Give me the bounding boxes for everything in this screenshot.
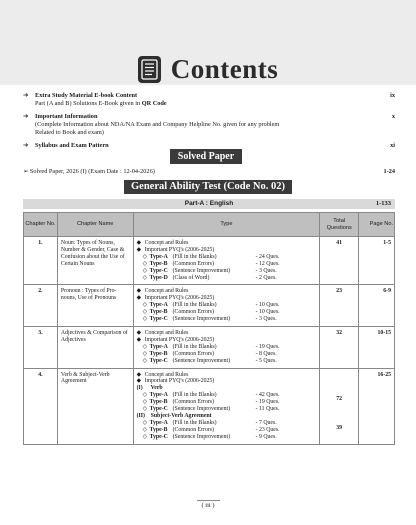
diamond-icon: ◇	[142, 274, 148, 281]
type-desc: (Fill in the Blanks)	[172, 302, 217, 309]
type-count: - 3 Ques.	[255, 267, 277, 274]
type-name: Type-A	[149, 419, 168, 426]
type-count: - 5 Ques.	[255, 357, 277, 364]
bullet-icon: ◆	[136, 329, 142, 336]
table-row	[24, 326, 395, 368]
type-desc: (Fill in the Blanks)	[172, 419, 217, 426]
type-count: - 24 Ques.	[255, 253, 280, 260]
diamond-icon: ◇	[142, 343, 148, 350]
question-type-line	[137, 392, 317, 399]
type-desc: (Class of Word)	[172, 274, 210, 281]
diamond-icon: ◇	[142, 357, 148, 364]
type-count: - 10 Ques.	[255, 309, 280, 316]
type-count: - 23 Ques.	[255, 426, 280, 433]
bullet-line	[137, 295, 317, 302]
intro-page: ix	[390, 92, 395, 99]
type-name: Type-A	[149, 392, 168, 399]
type-name: Type-D	[149, 274, 168, 281]
bullet-line	[137, 378, 317, 385]
intro-line: Related to Book and exam)	[35, 129, 104, 136]
intro-title: Important Information	[35, 113, 98, 120]
type-name: Type-C	[149, 316, 168, 323]
type-count: - 3 Ques.	[255, 316, 277, 323]
bullet-text: Important PYQ's (2006-2025)	[144, 246, 215, 253]
bullet-text: Important PYQ's (2006-2025)	[144, 295, 215, 302]
type-name: Type-B	[149, 309, 168, 316]
diamond-icon: ◇	[142, 433, 148, 440]
total-questions: 41	[320, 237, 359, 285]
type-desc: (Common Errors)	[172, 260, 214, 267]
bullet-line	[137, 337, 317, 344]
type-desc: (Sentence Improvement)	[172, 267, 231, 274]
type-desc: (Common Errors)	[172, 350, 214, 357]
diamond-icon: ◇	[142, 419, 148, 426]
question-type-line	[137, 268, 317, 275]
question-type-line	[137, 420, 317, 427]
intro-title: Syllabus and Exam Pattern	[35, 142, 109, 149]
type-desc: (Sentence Improvement)	[172, 406, 231, 413]
intro-list	[23, 92, 395, 150]
gat-heading: General Ability Test (Code No. 02)	[124, 180, 292, 194]
table-row	[24, 368, 395, 444]
question-type-line	[137, 344, 317, 351]
type-name: Type-C	[149, 433, 168, 440]
page-no: 1-5	[359, 237, 395, 285]
type-desc: (Fill in the Blanks)	[172, 343, 217, 350]
type-name: Type-C	[149, 406, 168, 413]
diamond-icon: ◇	[142, 406, 148, 413]
intro-title: Extra Study Material E-book Content	[35, 92, 138, 99]
bullet-text: Concept and Rules	[144, 288, 189, 295]
header-chapter-no: Chapter No.	[24, 213, 58, 237]
type-count: - 19 Ques.	[255, 343, 280, 350]
bullet-icon: ◆	[136, 336, 142, 343]
bullet-line	[137, 240, 317, 247]
footer-page-number: ( iii )	[197, 500, 220, 509]
bullet-icon: ◆	[136, 246, 142, 253]
type-name: Type-B	[149, 426, 168, 433]
type-count: - 11 Ques.	[255, 406, 280, 413]
question-type-line	[137, 358, 317, 365]
total-questions: 23	[320, 285, 359, 327]
section-title: Verb	[150, 385, 163, 392]
question-type-line	[137, 427, 317, 434]
bullet-icon: ◆	[136, 371, 142, 378]
type-desc: (Fill in the Blanks)	[172, 392, 217, 399]
section-roman: (I)	[136, 385, 143, 392]
total-questions	[320, 368, 359, 444]
chapter-no: 4.	[24, 368, 58, 444]
type-name: Type-C	[149, 357, 168, 364]
type-count: - 42 Ques.	[255, 392, 280, 399]
bullet-text: Concept and Rules	[144, 371, 189, 378]
page-no: 16-25	[359, 368, 395, 444]
intro-page: xi	[390, 142, 395, 149]
solved-paper-entry	[23, 168, 395, 175]
chapter-name: Verb & Subject-Verb Agreement	[57, 368, 133, 444]
question-type-line	[137, 261, 317, 268]
intro-line: Part (A and B) Solutions E-Book given in QR Code	[35, 100, 167, 107]
part-a-bar	[23, 199, 395, 209]
section-total: 39	[336, 425, 343, 432]
intro-page: x	[391, 113, 395, 120]
question-type-line	[137, 302, 317, 309]
solved-paper-page: 1-24	[383, 168, 395, 175]
page-no: 10-15	[359, 326, 395, 368]
question-type-line	[137, 275, 317, 282]
type-name: Type-A	[149, 253, 168, 260]
question-type-line	[137, 351, 317, 358]
type-cell	[133, 368, 320, 444]
table-row	[24, 285, 395, 327]
diamond-icon: ◇	[142, 392, 148, 399]
type-count: - 12 Ques.	[255, 260, 280, 267]
type-desc: (Sentence Improvement)	[172, 433, 231, 440]
diamond-icon: ◇	[142, 309, 148, 316]
intro-item	[23, 113, 395, 137]
tri-icon: ➢	[23, 168, 29, 175]
type-desc: (Common Errors)	[172, 399, 214, 406]
chapter-no: 2.	[24, 285, 58, 327]
chapter-name: Pronoun : Types of Pro-nouns, Use of Pronouns	[57, 285, 133, 327]
page-no: 6-9	[359, 285, 395, 327]
diamond-icon: ◇	[142, 426, 148, 433]
section-roman: (II)	[136, 412, 145, 419]
total-questions: 32	[320, 326, 359, 368]
book-icon	[138, 56, 161, 83]
arrow-icon: ➔	[23, 113, 29, 120]
bullet-text: Concept and Rules	[144, 240, 189, 246]
bullet-text: Concept and Rules	[144, 329, 189, 336]
diamond-icon: ◇	[142, 267, 148, 274]
type-count: - 8 Ques.	[255, 350, 277, 357]
type-cell	[133, 326, 320, 368]
header-chapter-name: Chapter Name	[57, 213, 133, 237]
bullet-text: Important PYQ's (2006-2025)	[144, 378, 215, 385]
type-desc: (Sentence Improvement)	[172, 316, 231, 323]
type-name: Type-A	[149, 343, 168, 350]
diamond-icon: ◇	[142, 350, 148, 357]
contents-heading	[0, 54, 416, 85]
arrow-icon: ➔	[23, 92, 29, 99]
bullet-icon: ◆	[136, 240, 142, 246]
type-name: Type-B	[149, 260, 168, 267]
part-a-label: Part-A : English	[184, 200, 234, 207]
bullet-text: Important PYQ's (2006-2025)	[144, 336, 215, 343]
type-cell	[133, 285, 320, 327]
type-name: Type-B	[149, 399, 168, 406]
intro-item	[23, 92, 395, 108]
question-type-line	[137, 399, 317, 406]
bullet-line	[137, 330, 317, 337]
type-desc: (Common Errors)	[172, 426, 214, 433]
bullet-line	[137, 247, 317, 254]
question-type-line	[137, 254, 317, 261]
header-total: Total Questions	[320, 213, 359, 237]
section-heading	[137, 413, 317, 420]
type-name: Type-C	[149, 267, 168, 274]
type-name: Type-A	[149, 302, 168, 309]
contents-table	[23, 212, 395, 445]
diamond-icon: ◇	[142, 302, 148, 309]
type-count: - 7 Ques.	[255, 419, 277, 426]
table-row	[24, 237, 395, 285]
page-title: Contents	[170, 54, 279, 84]
question-type-line	[137, 316, 317, 323]
bullet-icon: ◆	[136, 378, 142, 385]
section-title: Subject-Verb Agreement	[150, 412, 212, 419]
section-total: 72	[336, 395, 343, 402]
solved-paper-heading: Solved Paper	[170, 149, 242, 164]
chapter-no: 1.	[24, 237, 58, 285]
question-type-line	[137, 434, 317, 441]
chapter-name: Noun: Types of Nouns, Number & Gender, Case & Confusion about the Use of Certain Nouns	[57, 237, 133, 285]
type-desc: (Common Errors)	[172, 309, 214, 316]
type-count: - 19 Ques.	[255, 399, 280, 406]
type-cell	[133, 237, 320, 285]
type-count: - 2 Ques.	[255, 274, 277, 281]
chapter-name: Adjectives & Comparison of Adjectives	[57, 326, 133, 368]
diamond-icon: ◇	[142, 399, 148, 406]
table-header-row	[24, 213, 395, 237]
chapter-no: 3.	[24, 326, 58, 368]
bullet-icon: ◆	[136, 288, 142, 295]
type-name: Type-B	[149, 350, 168, 357]
type-desc: (Sentence Improvement)	[172, 357, 231, 364]
page-footer	[0, 502, 416, 509]
arrow-icon: ➔	[23, 142, 29, 149]
diamond-icon: ◇	[142, 260, 148, 267]
section-heading	[137, 385, 317, 392]
intro-line: (Complete Information about NDA/NA Exam and Company Helpline No. given for any problem	[35, 121, 280, 128]
question-type-line	[137, 406, 317, 413]
solved-paper-text: Solved Paper, 2026 (I) (Exam Date : 12-04-2026)	[29, 168, 155, 175]
type-count: - 10 Ques.	[255, 302, 280, 309]
intro-suffix: QR Code	[141, 100, 167, 107]
type-desc: (Fill in the Blanks)	[172, 253, 217, 260]
bullet-icon: ◆	[136, 295, 142, 302]
header-page: Page No.	[359, 213, 395, 237]
part-a-page: 1-133	[375, 200, 391, 207]
type-count: - 9 Ques.	[255, 433, 277, 440]
header-type: Type	[133, 213, 320, 237]
diamond-icon: ◇	[142, 316, 148, 323]
diamond-icon: ◇	[142, 253, 148, 260]
